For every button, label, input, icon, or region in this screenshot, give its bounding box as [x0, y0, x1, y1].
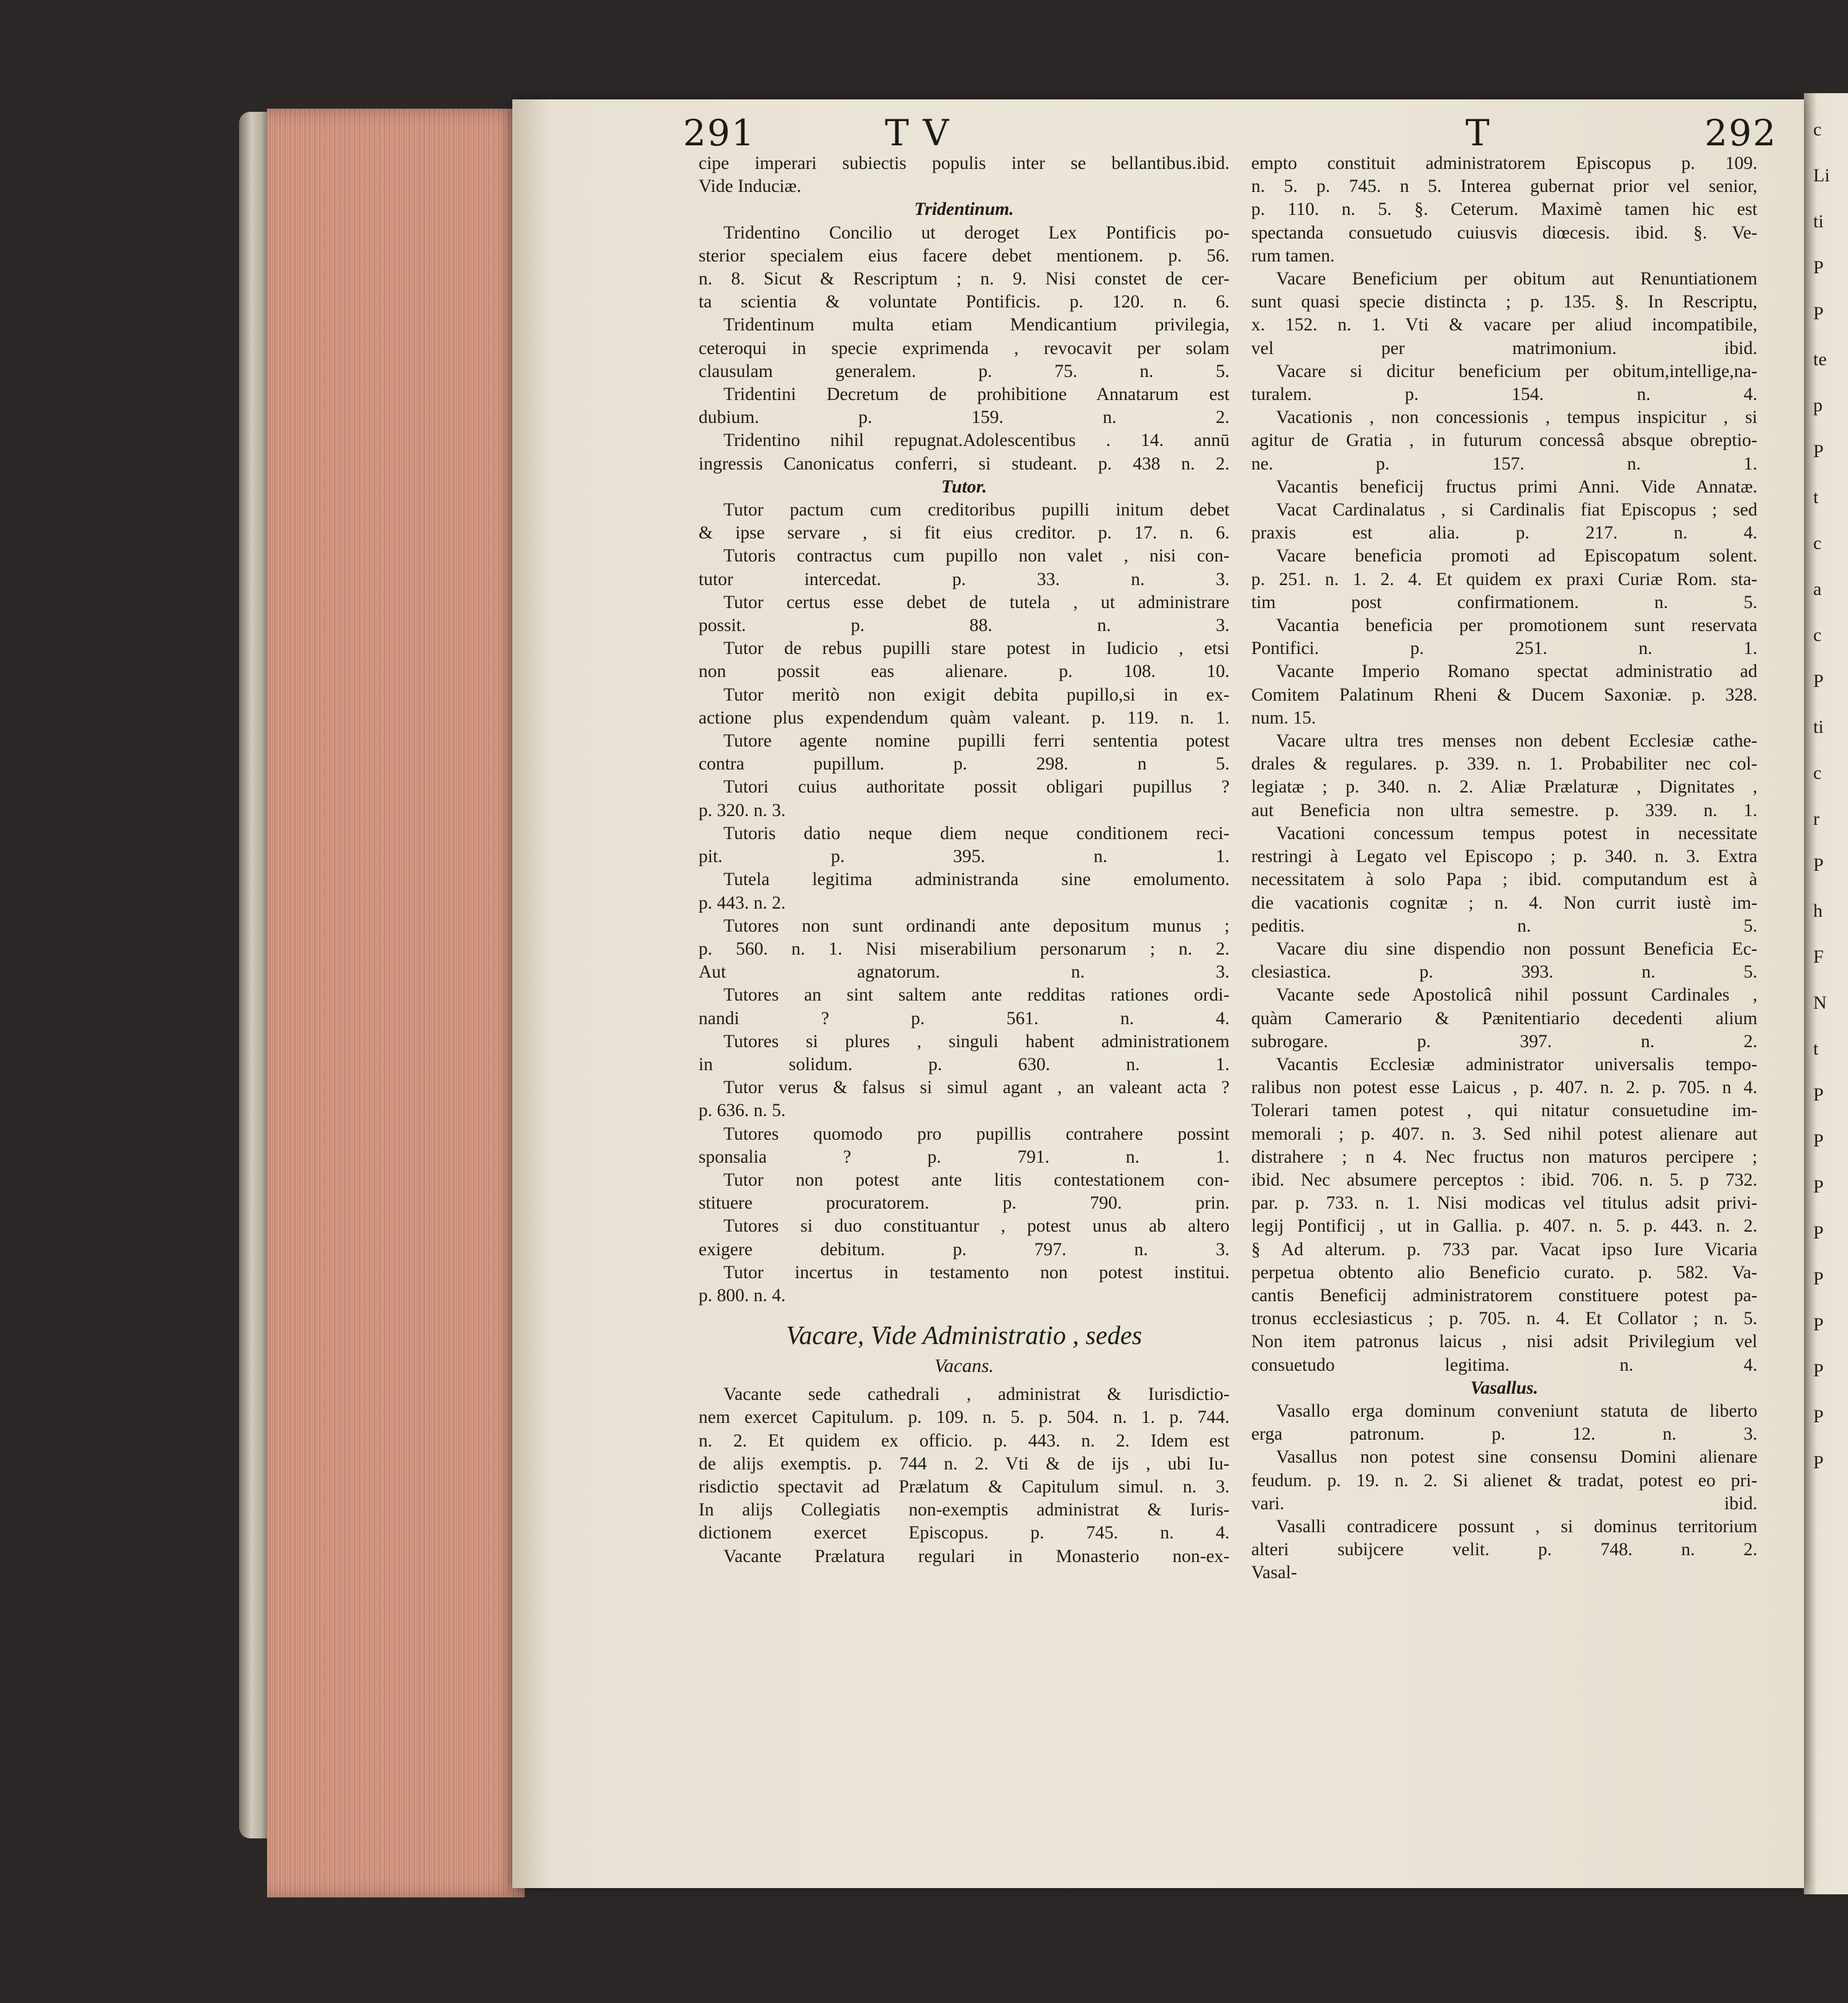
index-line: pit. p. 395. n. 1. — [699, 847, 1230, 867]
index-line: § Ad alterum. p. 733 par. Vacat ipso Iure Vicaria — [1251, 1239, 1757, 1260]
index-line: tim post confirmationem. n. 5. — [1251, 592, 1757, 612]
book-spine — [239, 112, 270, 1838]
index-line: p. 110. n. 5. §. Ceterum. Maximè tamen hic est — [1251, 199, 1757, 220]
index-line: de alijs exemptis. p. 744 n. 2. Vti & de ijs , ubi Iu- — [699, 1453, 1230, 1474]
index-line: ta scientia & voluntate Pontificis. p. 120. n. 6. — [699, 292, 1230, 312]
index-line: possit. p. 88. n. 3. — [699, 615, 1230, 636]
index-line: clausulam generalem. p. 75. n. 5. — [699, 361, 1230, 381]
section-heading: Vasallus. — [1470, 1378, 1539, 1398]
index-line: Vacationi concessum tempus potest in necessitate — [1276, 823, 1757, 843]
facing-page-fragment: P — [1813, 1130, 1824, 1151]
facing-page-fragment: P — [1813, 1084, 1824, 1105]
facing-page-fragment: ti — [1813, 717, 1824, 737]
index-line: praxis est alia. p. 217. n. 4. — [1251, 523, 1757, 543]
index-line: ceteroqui in specie exprimenda , revocavit per solam — [699, 338, 1230, 358]
index-line: Vasal- — [1251, 1563, 1297, 1583]
index-line: tronus ecclesiasticus ; p. 705. n. 4. Et Collator ; n. 5. — [1251, 1309, 1757, 1329]
index-line: distrahere ; n 4. Nec fructus non maturos percipere ; — [1251, 1147, 1757, 1167]
index-line: exigere debitum. p. 797. n. 3. — [699, 1239, 1230, 1260]
index-line: Vacantia beneficia per promotionem sunt reservata — [1276, 615, 1757, 636]
index-line: Vacante sede cathedrali , administrat & Iurisdictio- — [723, 1384, 1230, 1405]
index-line: non possit eas alienare. p. 108. 10. — [699, 661, 1230, 682]
facing-page-fragment: P — [1813, 1360, 1824, 1381]
index-line: Tutor pactum cum creditoribus pupilli initum debet — [723, 500, 1230, 520]
index-line: subrogare. p. 397. n. 2. — [1251, 1031, 1757, 1051]
index-line: n. 8. Sicut & Rescriptum ; n. 9. Nisi constet de cer- — [699, 269, 1230, 289]
index-line: dubium. p. 159. n. 2. — [699, 407, 1230, 428]
index-line: Vacare diu sine dispendio non possunt Beneficia Ec- — [1276, 938, 1757, 959]
facing-page-fragment: ti — [1813, 211, 1824, 232]
index-line: Vasalli contradicere possunt , si dominus territorium — [1276, 1516, 1757, 1537]
facing-page-fragment: P — [1813, 1314, 1824, 1335]
index-line: stituere procuratorem. p. 790. prin. — [699, 1193, 1230, 1214]
facing-page-fragment: r — [1813, 809, 1819, 829]
index-line: ingressis Canonicatus conferri, si studeant. p. 438 n. 2. — [699, 453, 1230, 474]
index-line: Tutores non sunt ordinandi ante depositum munus ; — [723, 915, 1230, 936]
index-line: sunt quasi specie distincta ; p. 135. §. In Rescriptu, — [1251, 292, 1757, 312]
index-line: num. 15. — [1251, 707, 1316, 728]
index-line: nem exercet Capitulum. p. 109. n. 5. p. 504. n. 1. p. 744. — [699, 1407, 1230, 1428]
index-line: Vacat Cardinalatus , si Cardinalis fiat Episcopus ; sed — [1276, 500, 1757, 520]
index-line: Tridentinum multa etiam Mendicantium privilegia, — [723, 315, 1230, 335]
facing-page-fragment: p — [1813, 395, 1823, 416]
index-line: Vide Induciæ. — [699, 176, 802, 197]
index-line: In alijs Collegiatis non-exemptis administrat & Iuris- — [699, 1500, 1230, 1520]
facing-page-fragment: P — [1813, 1452, 1824, 1473]
facing-page-fragment: c — [1813, 119, 1822, 140]
index-line: par. p. 733. n. 1. Nisi modicas vel titulus adsit privi- — [1251, 1193, 1757, 1214]
index-line: peditis. n. 5. — [1251, 915, 1757, 936]
index-line: n. 5. p. 745. n 5. Interea gubernat prior vel senior, — [1251, 176, 1757, 197]
index-line: Tutores quomodo pro pupillis contrahere possint — [723, 1124, 1230, 1144]
section-heading: Tridentinum. — [914, 199, 1014, 220]
index-line: contra pupillum. p. 298. n 5. — [699, 754, 1230, 774]
index-line: cipe imperari subiectis populis inter se bellantibus.ibid. — [699, 153, 1230, 173]
facing-page-fragment: F — [1813, 947, 1824, 967]
index-line: p. 251. n. 1. 2. 4. Et quidem ex praxi Curiæ Rom. sta- — [1251, 569, 1757, 589]
facing-page-fragment: c — [1813, 625, 1822, 645]
index-line: agitur de Gratia , in futurum concessâ absque obreptio- — [1251, 430, 1757, 451]
index-line: legiatæ ; p. 340. n. 2. Aliæ Prælaturæ , Dignitates , — [1251, 777, 1757, 797]
index-line: sterior specialem eius facere debet mentionem. p. 56. — [699, 245, 1230, 266]
facing-page-fragment: a — [1813, 579, 1822, 599]
index-line: drales & regulares. p. 339. n. 1. Probabiliter nec col- — [1251, 754, 1757, 774]
index-line: Pontifici. p. 251. n. 1. — [1251, 638, 1757, 659]
index-line: clesiastica. p. 393. n. 5. — [1251, 962, 1757, 983]
index-line: die vacationis cognitæ ; n. 4. Non currit iustè im- — [1251, 892, 1757, 913]
index-line: spectanda consuetudo cuiusvis diœcesis. ibid. §. Ve- — [1251, 222, 1757, 243]
index-line: p. 443. n. 2. — [699, 892, 786, 913]
facing-page-fragment: P — [1813, 671, 1824, 691]
left-running-letters: T V — [885, 112, 951, 154]
index-line: x. 152. n. 1. Vti & vacare per aliud incompatibile, — [1251, 315, 1757, 335]
facing-page-fragment: P — [1813, 441, 1824, 461]
index-line: Tutori cuius authoritate possit obligari pupillus ? — [723, 777, 1230, 797]
index-line: p. 320. n. 3. — [699, 800, 786, 820]
index-line: alteri subijcere velit. p. 748. n. 2. — [1251, 1540, 1757, 1560]
index-line: Tutela legitima administranda sine emolumento. — [723, 870, 1230, 890]
index-line: Vacare beneficia promoti ad Episcopatum solent. — [1276, 546, 1757, 566]
index-line: actione plus expendendum quàm valeant. p. 119. n. 1. — [699, 707, 1230, 728]
index-line: Tutor certus esse debet de tutela , ut administrare — [723, 592, 1230, 612]
index-line: tutor intercedat. p. 33. n. 3. — [699, 569, 1230, 589]
index-line: nandi ? p. 561. n. 4. — [699, 1008, 1230, 1029]
index-line: Tutoris contractus cum pupillo non valet , nisi con- — [723, 546, 1230, 566]
index-line: Tutor incertus in testamento non potest institui. — [723, 1262, 1230, 1283]
index-line: Vacante sede Apostolicâ nihil possunt Cardinales , — [1276, 985, 1757, 1006]
index-line: Tutores si duo constituantur , potest unus ab altero — [723, 1216, 1230, 1237]
facing-page-fragment: P — [1813, 303, 1824, 324]
index-line: Vacantis beneficij fructus primi Anni. Vide Annatæ. — [1276, 476, 1757, 497]
index-line: Tutor non potest ante litis contestationem con- — [723, 1170, 1230, 1190]
index-line: Vacationis , non concessionis , tempus inspicitur , si — [1276, 407, 1757, 428]
vacare-heading: Vacare, Vide Administratio , sedes — [786, 1322, 1143, 1351]
index-line: vari. ibid. — [1251, 1493, 1757, 1514]
index-line: ibid. Nec absumere perceptos : ibid. 706. n. 5. p 732. — [1251, 1170, 1757, 1190]
index-line: Tutores an sint saltem ante redditas rationes ordi- — [723, 985, 1230, 1006]
index-line: Comitem Palatinum Rheni & Ducem Saxoniæ. p. 328. — [1251, 684, 1757, 705]
index-line: Vacante Prælatura regulari in Monasterio non-ex- — [723, 1546, 1230, 1566]
facing-page-fragment: c — [1813, 763, 1822, 783]
facing-page-fragment: t — [1813, 487, 1819, 507]
index-line: necessitatem à solo Papa ; ibid. computandum est à — [1251, 870, 1757, 890]
index-line: Aut agnatorum. n. 3. — [699, 962, 1230, 983]
index-line: restringi à Legato vel Episcopo ; p. 340. n. 3. Extra — [1251, 847, 1757, 867]
index-line: turalem. p. 154. n. 4. — [1251, 384, 1757, 405]
index-line: Tutor de rebus pupilli stare potest in Iudicio , etsi — [723, 638, 1230, 659]
index-line: Vasallus non potest sine consensu Domini alienare — [1276, 1447, 1757, 1468]
index-line: empto constituit administratorem Episcopus p. 109. — [1251, 153, 1757, 173]
index-line: Vacare ultra tres menses non debent Ecclesiæ cathe- — [1276, 731, 1757, 752]
index-line: Tutores si plures , singuli habent administrationem — [723, 1031, 1230, 1051]
index-line: Vasallo erga dominum conveniunt statuta de liberto — [1276, 1401, 1757, 1421]
index-line: Non item patronus laicus , nisi adsit Privilegium vel — [1251, 1332, 1757, 1352]
facing-page-fragment: N — [1813, 992, 1827, 1013]
facing-page-fragment: Li — [1813, 165, 1830, 186]
index-line: p. 800. n. 4. — [699, 1285, 786, 1306]
index-line: legij Pontificij , ut in Gallia. p. 407. n. 5. p. 443. n. 2. — [1251, 1216, 1757, 1237]
left-entries-continued — [699, 1383, 1230, 1568]
index-line: Tolerari tamen potest , qui nitatur consuetudine im- — [1251, 1101, 1757, 1121]
index-line: erga patronum. p. 12. n. 3. — [1251, 1424, 1757, 1445]
index-line: sponsalia ? p. 791. n. 1. — [699, 1147, 1230, 1167]
right-page-number: 292 — [1705, 112, 1777, 154]
index-line: aut Beneficia non ultra semestre. p. 339. n. 1. — [1251, 800, 1757, 820]
facing-page-fragment: P — [1813, 257, 1824, 278]
index-line: vel per matrimonium. ibid. — [1251, 338, 1757, 358]
index-line: dictionem exercet Episcopus. p. 745. n. 4. — [699, 1523, 1230, 1543]
index-line: ne. p. 157. n. 1. — [1251, 453, 1757, 474]
index-line: p. 636. n. 5. — [699, 1101, 786, 1121]
index-line: ralibus non potest esse Laicus , p. 407. n. 2. p. 705. n 4. — [1251, 1078, 1757, 1098]
right-entries — [1251, 152, 1757, 1585]
facing-page-fragment: t — [1813, 1038, 1819, 1059]
section-heading: Tutor. — [941, 476, 987, 497]
index-line: memorali ; p. 407. n. 3. Sed nihil potest alienare aut — [1251, 1124, 1757, 1144]
left-page-number: 291 — [683, 112, 756, 154]
index-line: feudum. p. 19. n. 2. Si alienet & tradat, potest eo pri- — [1251, 1470, 1757, 1491]
facing-page-fragment: P — [1813, 1176, 1824, 1197]
index-line: consuetudo legitima. n. 4. — [1251, 1355, 1757, 1375]
index-line: rum tamen. — [1251, 245, 1335, 266]
facing-page-fragment: P — [1813, 1222, 1824, 1243]
page-edges — [267, 109, 525, 1897]
vacare-subheading: Vacans. — [934, 1355, 994, 1377]
index-line: Tridentini Decretum de prohibitione Annatarum est — [723, 384, 1230, 405]
index-line: p. 560. n. 1. Nisi miserabilium personarum ; n. 2. — [699, 938, 1230, 959]
index-line: Tutore agente nomine pupilli ferri sententia potest — [723, 731, 1230, 752]
index-line: Tridentino nihil repugnat.Adolescentibus . 14. annū — [723, 430, 1230, 451]
facing-page-fragment: h — [1813, 901, 1823, 921]
index-line: quàm Camerario & Pænitentiario decedenti alium — [1251, 1008, 1757, 1029]
index-line: Vacantis Ecclesiæ administrator universalis tempo- — [1276, 1054, 1757, 1074]
index-line: Tutor verus & falsus si simul agant , an valeant acta ? — [723, 1078, 1230, 1098]
index-line: Tutor meritò non exigit debita pupillo,si in ex- — [723, 684, 1230, 705]
left-text-column — [699, 152, 1230, 1568]
right-running-letter: T — [1465, 112, 1491, 154]
facing-page-fragment: te — [1813, 349, 1827, 370]
index-line: Vacare Beneficium per obitum aut Renuntiationem — [1276, 269, 1757, 289]
facing-page-fragment: P — [1813, 1406, 1824, 1427]
facing-page-fragments — [1813, 118, 1844, 1497]
index-line: in solidum. p. 630. n. 1. — [699, 1054, 1230, 1074]
right-text-column — [1251, 152, 1757, 1585]
facing-page-fragment: P — [1813, 1268, 1824, 1289]
index-line: risdictio spectavit ad Prælatum & Capitulum simul. n. 3. — [699, 1476, 1230, 1497]
index-line: n. 2. Et quidem ex officio. p. 443. n. 2. Idem est — [699, 1430, 1230, 1451]
index-line: perpetua obtento alio Beneficio curato. p. 582. Va- — [1251, 1262, 1757, 1283]
facing-page-fragment: c — [1813, 533, 1822, 553]
index-line: & ipse servare , si fit eius creditor. p. 17. n. 6. — [699, 523, 1230, 543]
index-line: Vacante Imperio Romano spectat administratio ad — [1276, 661, 1757, 682]
index-line: cantis Beneficij administratorem constituere potest pa- — [1251, 1285, 1757, 1306]
index-line: Tridentino Concilio ut deroget Lex Pontificis po- — [723, 222, 1230, 243]
index-line: Vacare si dicitur beneficium per obitum,intellige,na- — [1276, 361, 1757, 381]
index-line: Tutoris datio neque diem neque conditionem reci- — [723, 823, 1230, 843]
facing-page-fragment: P — [1813, 855, 1824, 875]
left-entries — [699, 152, 1230, 1307]
